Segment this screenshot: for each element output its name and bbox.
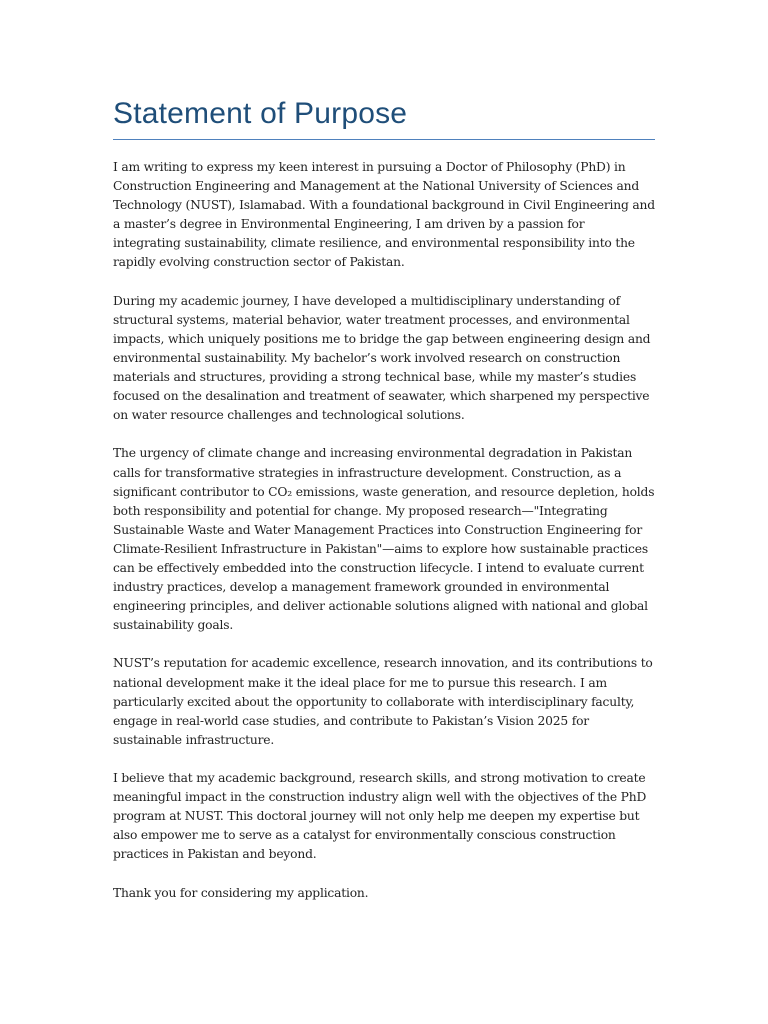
- paragraph-conclusion: I believe that my academic background, research skills, and strong motivation to create meaningful impact in the construction industry align well with the objectives of the PhD program at NUST. This doctoral journey will not only help me deepen my expertise but also empower me to serve as a catalyst for environmentally conscious construction practices in Pakistan and beyond.: [113, 771, 647, 862]
- paragraph-intro: I am writing to express my keen interest in pursuing a Doctor of Philosophy (PhD) in Construction Engineering and Management at the National University of Sciences and Technology (NUST), Islamabad. With a foundational background in Civil Engineering and a master’s degree in Environmental Engineering, I am driven by a passion for integrating sustainability, climate resilience, and environmental responsibility into the rapidly evolving construction sector of Pakistan.: [113, 160, 655, 270]
- document-body: [113, 158, 655, 922]
- document-title: Statement of Purpose: [113, 97, 408, 130]
- paragraph-closing: Thank you for considering my application.: [113, 885, 369, 900]
- paragraph-academic-journey: During my academic journey, I have developed a multidisciplinary understanding of structural systems, material behavior, water treatment processes, and environmental impacts, which uniquely positions me to bridge the gap between engineering design and environmental sustainability. My bachelor’s work involved research on construction materials and structures, providing a strong technical base, while my master’s studies focused on the desalination and treatment of seawater, which sharpened my perspective on water resource challenges and technological solutions.: [113, 293, 651, 423]
- title-underline-rule: [113, 139, 655, 140]
- paragraph-research-proposal: The urgency of climate change and increasing environmental degradation in Pakistan calls for transformative strategies in infrastructure development. Construction, as a significant contributor to CO₂ emissions, waste generation, and resource depletion, holds both responsibility and potential for change. My proposed research—"Integrating Sustainable Waste and Water Management Practices into Construction Engineering for Climate-Resilient Infrastructure in Pakistan"—aims to explore how sustainable practices can be effectively embedded into the construction lifecycle. I intend to evaluate current industry practices, develop a management framework grounded in environmental engineering principles, and deliver actionable solutions aligned with national and global sustainability goals.: [113, 446, 655, 633]
- paragraph-why-nust: NUST’s reputation for academic excellence, research innovation, and its contributions to national development make it the ideal place for me to pursue this research. I am particularly excited about the opportunity to collaborate with interdisciplinary faculty, engage in real-world case studies, and contribute to Pakistan’s Vision 2025 for sustainable infrastructure.: [113, 656, 653, 747]
